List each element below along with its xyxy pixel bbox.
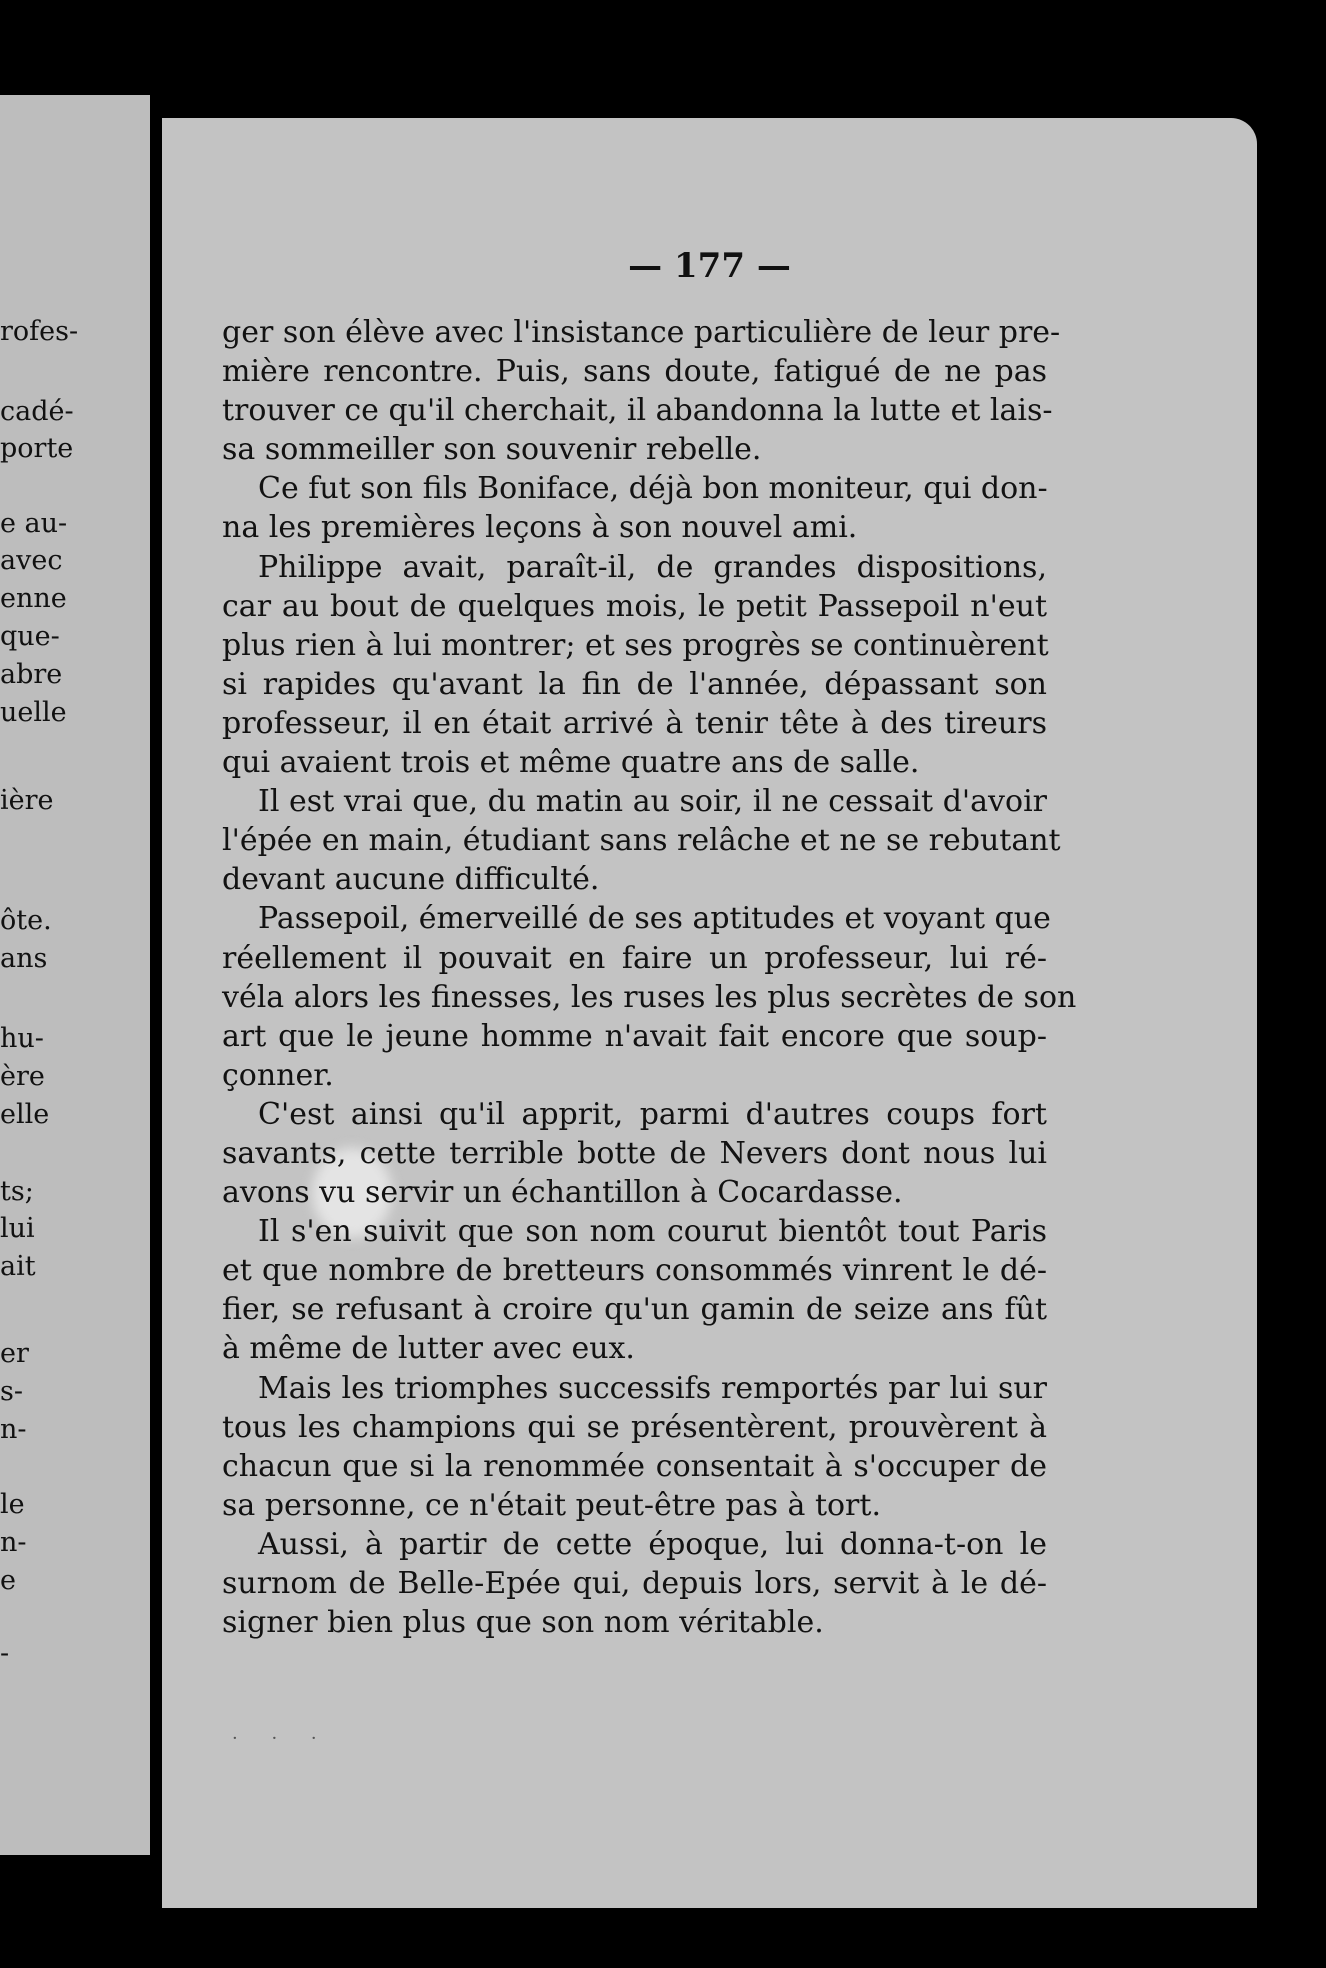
facing-page-fragment [0, 95, 150, 1855]
text-line: plus rien à lui montrer; et ses progrès se continuèrent [222, 627, 1049, 663]
facing-page-text: ière [0, 785, 54, 816]
facing-page-text: n- [0, 1527, 27, 1558]
facing-page-text: er [0, 1338, 29, 1369]
text-line: Philippe avait, paraît-il, de grandes dispositions, [258, 549, 1047, 585]
facing-page-text: n- [0, 1414, 27, 1445]
facing-page-text: rofes- [0, 316, 79, 347]
facing-page-text: cadé- [0, 396, 74, 427]
text-line: si rapides qu'avant la fin de l'année, dépassant son [222, 666, 1047, 702]
facing-page-text: ère [0, 1061, 45, 1092]
text-line: na les premières leçons à son nouvel ami. [222, 510, 858, 546]
text-line: Ce fut son fils Boniface, déjà bon moniteur, qui don- [258, 471, 1048, 507]
text-line: savants, cette terrible botte de Nevers dont nous lui [222, 1135, 1047, 1171]
text-line: qui avaient trois et même quatre ans de salle. [222, 745, 920, 781]
facing-page-text: hu- [0, 1023, 44, 1054]
text-line: Il s'en suivit que son nom courut bientôt tout Paris [258, 1214, 1047, 1250]
facing-page-text: uelle [0, 697, 67, 728]
facing-page-text: s- [0, 1376, 23, 1407]
text-line: signer bien plus que son nom véritable. [222, 1605, 824, 1641]
text-line: ger son élève avec l'insistance particulière de leur pre- [222, 315, 1061, 350]
facing-page-text: porte [0, 433, 74, 464]
facing-page-text: avec [0, 545, 63, 576]
facing-page-text: ans [0, 943, 48, 974]
facing-page-text: ait [0, 1251, 36, 1282]
text-line: sa personne, ce n'était peut-être pas à tort. [222, 1487, 881, 1523]
text-line: à même de lutter avec eux. [222, 1331, 635, 1367]
text-line: Il est vrai que, du matin au soir, il ne cessait d'avoir [258, 784, 1047, 820]
book-page [162, 118, 1257, 1908]
body-text [222, 313, 1077, 1642]
text-line: fier, se refusant à croire qu'un gamin de seize ans fût [222, 1292, 1047, 1328]
facing-page-text: ts; [0, 1176, 34, 1207]
facing-page-text: lui [0, 1213, 35, 1244]
text-line: sa sommeiller son souvenir rebelle. [222, 432, 762, 468]
text-line: professeur, il en était arrivé à tenir tête à des tireurs [222, 705, 1047, 741]
text-line: chacun que si la renommée consentait à s'occuper de [222, 1448, 1047, 1484]
text-line: Mais les triomphes successifs remportés par lui sur [258, 1370, 1047, 1406]
text-line: mière rencontre. Puis, sans doute, fatigué de ne pas [222, 354, 1047, 390]
text-line: car au bout de quelques mois, le petit Passepoil n'eut [222, 588, 1047, 624]
text-line: surnom de Belle-Epée qui, depuis lors, servit à le dé- [222, 1566, 1047, 1601]
stray-ink-marks: · · · [232, 1728, 331, 1749]
text-line: C'est ainsi qu'il apprit, parmi d'autres coups fort [258, 1096, 1047, 1132]
text-line: tous les champions qui se présentèrent, prouvèrent à [222, 1409, 1047, 1445]
text-line: avons vu servir un échantillon à Cocardasse. [222, 1175, 903, 1211]
page-number: — 177 — [628, 246, 791, 286]
facing-page-text: enne [0, 583, 67, 614]
text-line: et que nombre de bretteurs consommés vinrent le dé- [222, 1253, 1047, 1289]
facing-page-text: le [0, 1489, 25, 1520]
text-line: devant aucune difficulté. [222, 862, 600, 898]
facing-page-text: que- [0, 621, 60, 652]
text-line: Passepoil, émerveillé de ses aptitudes et voyant que [258, 901, 1051, 937]
text-line: réellement il pouvait en faire un professeur, lui ré- [222, 940, 1047, 976]
facing-page-text: e [0, 1565, 16, 1596]
facing-page-text: - [0, 1638, 10, 1669]
facing-page-text: ôte. [0, 905, 52, 936]
text-line: çonner. [222, 1057, 334, 1093]
text-line: l'épée en main, étudiant sans relâche et ne se rebutant [222, 823, 1061, 859]
text-line: art que le jeune homme n'avait fait encore que soup- [222, 1018, 1047, 1054]
text-line: trouver ce qu'il cherchait, il abandonna la lutte et lais- [222, 393, 1053, 429]
text-line: véla alors les finesses, les ruses les plus secrètes de son [222, 979, 1077, 1015]
text-line: Aussi, à partir de cette époque, lui donna-t-on le [258, 1526, 1047, 1562]
facing-page-text: elle [0, 1099, 50, 1130]
facing-page-text: abre [0, 659, 63, 690]
facing-page-text: e au- [0, 508, 68, 539]
